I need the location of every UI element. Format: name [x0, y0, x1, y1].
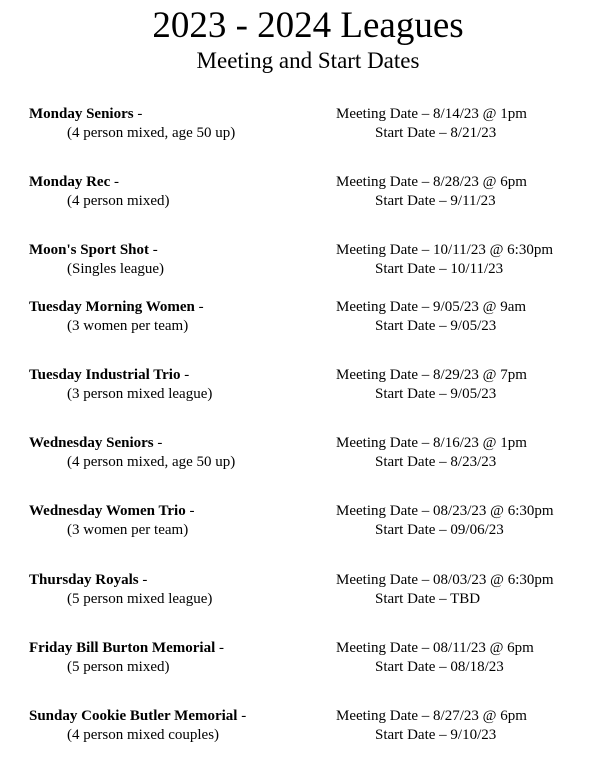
league-description: (Singles league): [67, 261, 165, 277]
league-name-line: [29, 707, 246, 725]
league-entry-wednesday-seniors: [0, 434, 616, 474]
league-name: Monday Seniors: [29, 106, 134, 122]
league-name: Moon's Sport Shot: [29, 242, 150, 258]
meeting-date: Meeting Date – 08/03/23 @ 6:30pm: [336, 572, 554, 588]
league-name-line: [29, 241, 158, 259]
league-name-line: [29, 502, 194, 520]
start-date: Start Date – 9/05/23: [375, 386, 497, 402]
start-date: Start Date – 9/11/23: [375, 193, 496, 209]
league-name-dash: -: [138, 572, 148, 588]
league-description: (3 women per team): [67, 318, 189, 334]
meeting-date: Meeting Date – 08/11/23 @ 6pm: [336, 640, 534, 656]
league-name-dash: -: [133, 106, 143, 122]
start-date: Start Date – 9/10/23: [375, 727, 497, 743]
league-description: (3 women per team): [67, 522, 189, 538]
league-entry-tuesday-industrial-trio: [0, 366, 616, 406]
league-name-line: [29, 105, 142, 123]
start-date: Start Date – TBD: [375, 591, 481, 607]
league-entry-wednesday-women-trio: [0, 502, 616, 542]
start-date: Start Date – 09/06/23: [375, 522, 504, 538]
page-title: 2023 - 2024 Leagues: [152, 5, 464, 46]
meeting-date: Meeting Date – 8/27/23 @ 6pm: [336, 708, 527, 724]
league-name-line: [29, 571, 147, 589]
league-name-line: [29, 173, 119, 191]
league-name: Wednesday Seniors: [29, 435, 154, 451]
page-subtitle: Meeting and Start Dates: [196, 48, 420, 73]
league-name: Friday Bill Burton Memorial: [29, 640, 216, 656]
league-entry-sunday-cookie-butler-memorial: [0, 707, 616, 747]
league-name-dash: -: [180, 367, 190, 383]
league-name-dash: -: [110, 174, 119, 190]
start-date: Start Date – 8/23/23: [375, 454, 497, 470]
meeting-date: Meeting Date – 9/05/23 @ 9am: [336, 299, 527, 315]
league-name: Tuesday Industrial Trio: [29, 367, 181, 383]
meeting-date: Meeting Date – 10/11/23 @ 6:30pm: [336, 242, 553, 258]
league-name-line: [29, 434, 162, 452]
league-name-line: [29, 298, 204, 316]
meeting-date: Meeting Date – 8/28/23 @ 6pm: [336, 174, 527, 190]
league-entry-tuesday-morning-women: [0, 298, 616, 338]
start-date: Start Date – 8/21/23: [375, 125, 497, 141]
league-name-dash: -: [194, 299, 204, 315]
meeting-date: Meeting Date – 8/29/23 @ 7pm: [336, 367, 527, 383]
start-date: Start Date – 08/18/23: [375, 659, 504, 675]
league-name-dash: -: [185, 503, 195, 519]
league-entry-monday-rec: [0, 173, 616, 213]
league-name: Tuesday Morning Women: [29, 299, 195, 315]
league-name-dash: -: [153, 435, 163, 451]
league-description: (4 person mixed, age 50 up): [67, 125, 236, 141]
league-name-line: [29, 366, 189, 384]
league-name: Wednesday Women Trio: [29, 503, 186, 519]
league-entry-friday-bill-burton-memorial: [0, 639, 616, 679]
league-description: (5 person mixed): [67, 659, 170, 675]
league-name: Thursday Royals: [29, 572, 139, 588]
league-name-dash: -: [149, 242, 158, 258]
start-date: Start Date – 10/11/23: [375, 261, 504, 277]
league-description: (5 person mixed league): [67, 591, 213, 607]
league-entry-thursday-royals: [0, 571, 616, 611]
league-name-line: [29, 639, 224, 657]
start-date: Start Date – 9/05/23: [375, 318, 497, 334]
league-description: (4 person mixed couples): [67, 727, 220, 743]
league-name-dash: -: [215, 640, 224, 656]
meeting-date: Meeting Date – 08/23/23 @ 6:30pm: [336, 503, 554, 519]
league-description: (3 person mixed league): [67, 386, 213, 402]
league-description: (4 person mixed, age 50 up): [67, 454, 236, 470]
league-entry-monday-seniors: [0, 105, 616, 145]
league-name: Sunday Cookie Butler Memorial: [29, 708, 238, 724]
league-name-dash: -: [237, 708, 247, 724]
meeting-date: Meeting Date – 8/14/23 @ 1pm: [336, 106, 527, 122]
meeting-date: Meeting Date – 8/16/23 @ 1pm: [336, 435, 527, 451]
league-description: (4 person mixed): [67, 193, 170, 209]
league-entry-moons-sport-shot: [0, 241, 616, 281]
league-name: Monday Rec: [29, 174, 111, 190]
